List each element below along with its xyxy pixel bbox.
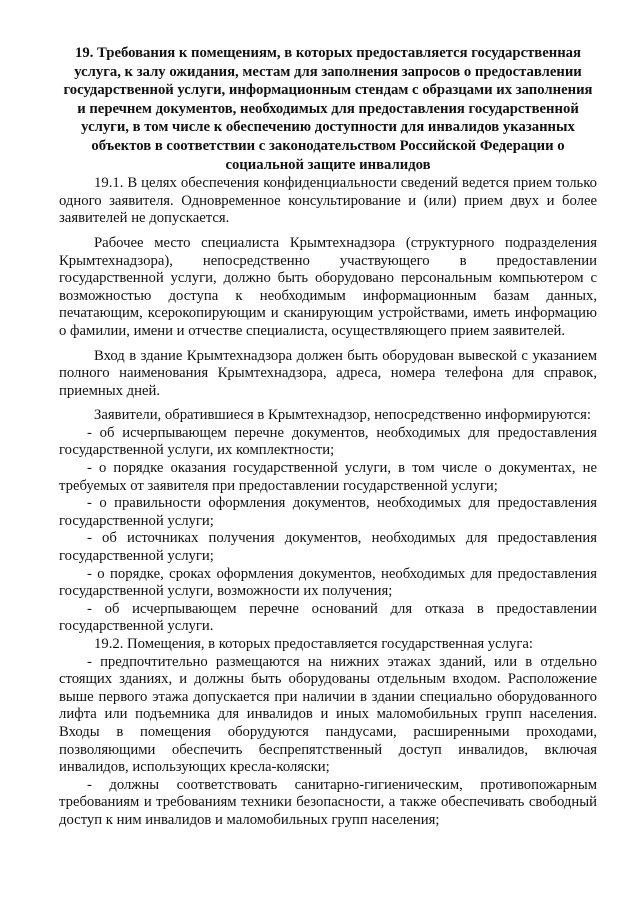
paragraph-workplace: Рабочее место специалиста Крымтехнадзора (структурного подразделения Крымтехнадзора), непосредственно участвующего в предоставлении государственной услуги, должно быть оборудовано персональным компьютером с возможностью доступа к необходимым информационным базам данных, печатающим, ксерокопирующим и сканирующим устройствами, иметь информацию о фамилии, имени и отчестве специалиста, осуществляющего прием заявителей. bbox=[59, 234, 597, 339]
section-heading: 19. Требования к помещениям, в которых предоставляется государственная услуга, к залу ожидания, местам для заполнения запросов о предоставлении государственной услуги, информационным стендам с образцами их заполнения и перечнем документов, необходимых для предоставления государственной услуги, в том числе к обеспечению доступности для инвалидов указанных объектов в соответствии с законодательством Российской Федерации о социальной защите инвалидов bbox=[63, 45, 593, 173]
info-bullet-list bbox=[59, 425, 597, 636]
list-item: - об исчерпывающем перечне оснований для отказа в предоставлении государственной услуги. bbox=[59, 600, 597, 635]
premises-bullet-list bbox=[59, 654, 597, 830]
list-item: - должны соответствовать санитарно-гигиеническим, противопожарным требованиям и требованиям техники безопасности, а также обеспечивать свободный доступ к ним инвалидов и маломобильных групп населения; bbox=[59, 776, 597, 828]
paragraph-applicants: Заявители, обратившиеся в Крымтехнадзор, непосредственно информируются: bbox=[94, 407, 591, 424]
paragraph-19-1: 19.1. В целях обеспечения конфиденциальности сведений ведется прием только одного заявителя. Одновременное консультирование и (или) прием двух и более заявителей не допускается. bbox=[59, 175, 597, 227]
list-item: - об источниках получения документов, необходимых для предоставления государственной услуги; bbox=[59, 530, 597, 565]
list-item: - о порядке оказания государственной услуги, в том числе о документах, не требуемых от заявителя при предоставлении государственной услуги; bbox=[59, 460, 597, 494]
list-item: - предпочтительно размещаются на нижних этажах зданий, или в отдельно стоящих зданиях, и должны быть оборудованы отдельным входом. Расположение выше первого этажа допускается при наличии в здании специально оборудованного лифта или подъемника для инвалидов и иных маломобильных групп населения. Входы в помещения оборудуются пандусами, расширенными проходами, позволяющими обеспечить беспрепятственный доступ инвалидов, включая инвалидов, использующих кресла-коляски; bbox=[59, 653, 597, 776]
paragraph-entrance: Вход в здание Крымтехнадзора должен быть оборудован вывеской с указанием полного наименования Крымтехнадзора, адреса, номера телефона для справок, приемных дней. bbox=[59, 347, 597, 399]
list-item: - об исчерпывающем перечне документов, необходимых для предоставления государственной услуги, их комплектности; bbox=[59, 424, 597, 459]
list-item: - о правильности оформления документов, необходимых для предоставления государственной услуги; bbox=[59, 495, 597, 529]
paragraph-19-2: 19.2. Помещения, в которых предоставляется государственная услуга: bbox=[94, 636, 533, 652]
list-item: - о порядке, сроках оформления документов, необходимых для предоставления государственной услуги, возможности их получения; bbox=[59, 565, 597, 600]
